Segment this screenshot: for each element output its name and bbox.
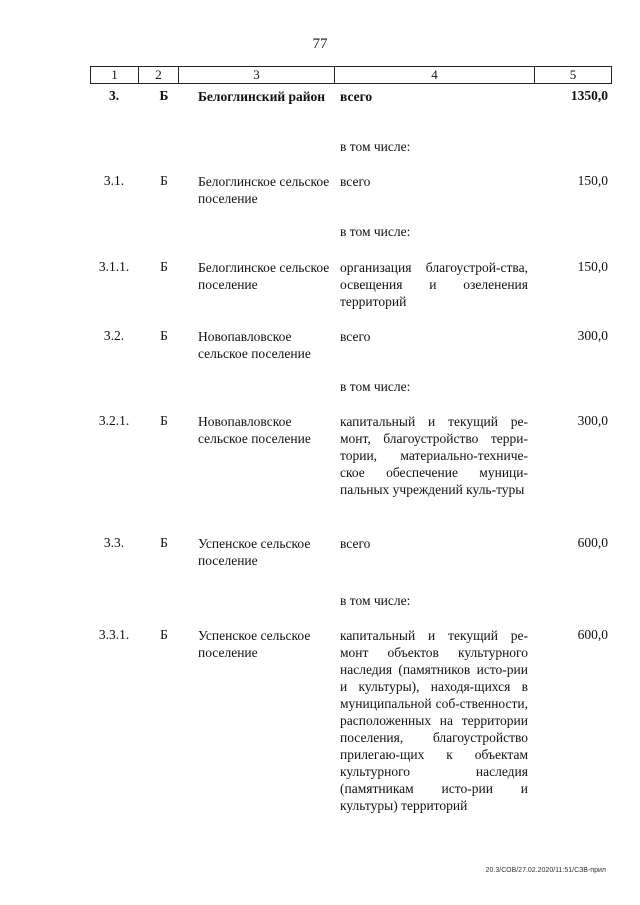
row-name: Белоглинское сельское поселение <box>198 260 330 292</box>
row-description: капитальный и текущий ре-монт, благоустройство терри-тории, материально-техниче-ское обеспечение муници-пальных учреждений куль-туры <box>340 414 528 497</box>
document-footer-code: 20.3/СОВ/27.02.2020/11:51/СЗВ-прил <box>485 867 606 874</box>
page-number: 77 <box>312 36 328 52</box>
row-number: 3.1.1. <box>98 259 130 274</box>
row-description: капитальный и текущий ре-монт объектов культурного наследия (памятников исто-рии и культуры), находя-щихся в муниципальной соб-ственности, расположенных на территории поселения, благоустройство прилегаю-щих к объектам культурного наследия (памятникам исто-рии и культуры) территорий <box>340 628 528 813</box>
row-name: Успенское сельское поселение <box>198 628 311 660</box>
row-description: организация благоустрой-ства, освещения и озеленения территорий <box>340 260 528 309</box>
including-label: в том числе: <box>340 379 411 394</box>
row-category: Б <box>160 173 168 188</box>
row-amount: 600,0 <box>577 535 608 550</box>
row-category: Б <box>159 88 169 103</box>
header-cell-3: 3 <box>179 67 335 83</box>
row-number: 3.2.1. <box>98 413 130 428</box>
row-category: Б <box>160 535 168 550</box>
row-number: 3.2. <box>103 328 125 343</box>
row-name: Успенское сельское поселение <box>198 536 311 568</box>
header-cell-5: 5 <box>569 67 577 82</box>
row-number: 3.1. <box>103 173 125 188</box>
row-category: Б <box>160 627 168 642</box>
row-category: Б <box>160 328 168 343</box>
row-number: 3.3. <box>103 535 125 550</box>
row-amount: 150,0 <box>577 259 608 274</box>
row-description: всего <box>340 174 371 189</box>
row-amount: 300,0 <box>577 413 608 428</box>
header-cell-4: 4 <box>335 67 535 83</box>
including-label: в том числе: <box>340 139 411 154</box>
row-name: Белоглинский район <box>198 89 326 104</box>
header-cell-1: 1 <box>91 67 139 83</box>
row-number: 3. <box>108 88 120 103</box>
row-amount: 1350,0 <box>570 88 608 103</box>
header-cell-2: 2 <box>139 67 179 83</box>
row-amount: 150,0 <box>577 173 608 188</box>
row-amount: 600,0 <box>577 627 608 642</box>
row-category: Б <box>160 413 168 428</box>
row-number: 3.3.1. <box>98 627 130 642</box>
row-name: Новопавловское сельское поселение <box>198 329 311 361</box>
including-label: в том числе: <box>340 593 411 608</box>
row-category: Б <box>160 259 168 274</box>
row-description: всего <box>340 536 371 551</box>
including-label: в том числе: <box>340 224 411 239</box>
row-name: Белоглинское сельское поселение <box>198 174 330 206</box>
row-amount: 300,0 <box>577 328 608 343</box>
row-description: всего <box>340 329 371 344</box>
row-description: всего <box>340 89 373 104</box>
row-name: Новопавловское сельское поселение <box>198 414 311 446</box>
table-header <box>90 66 612 84</box>
